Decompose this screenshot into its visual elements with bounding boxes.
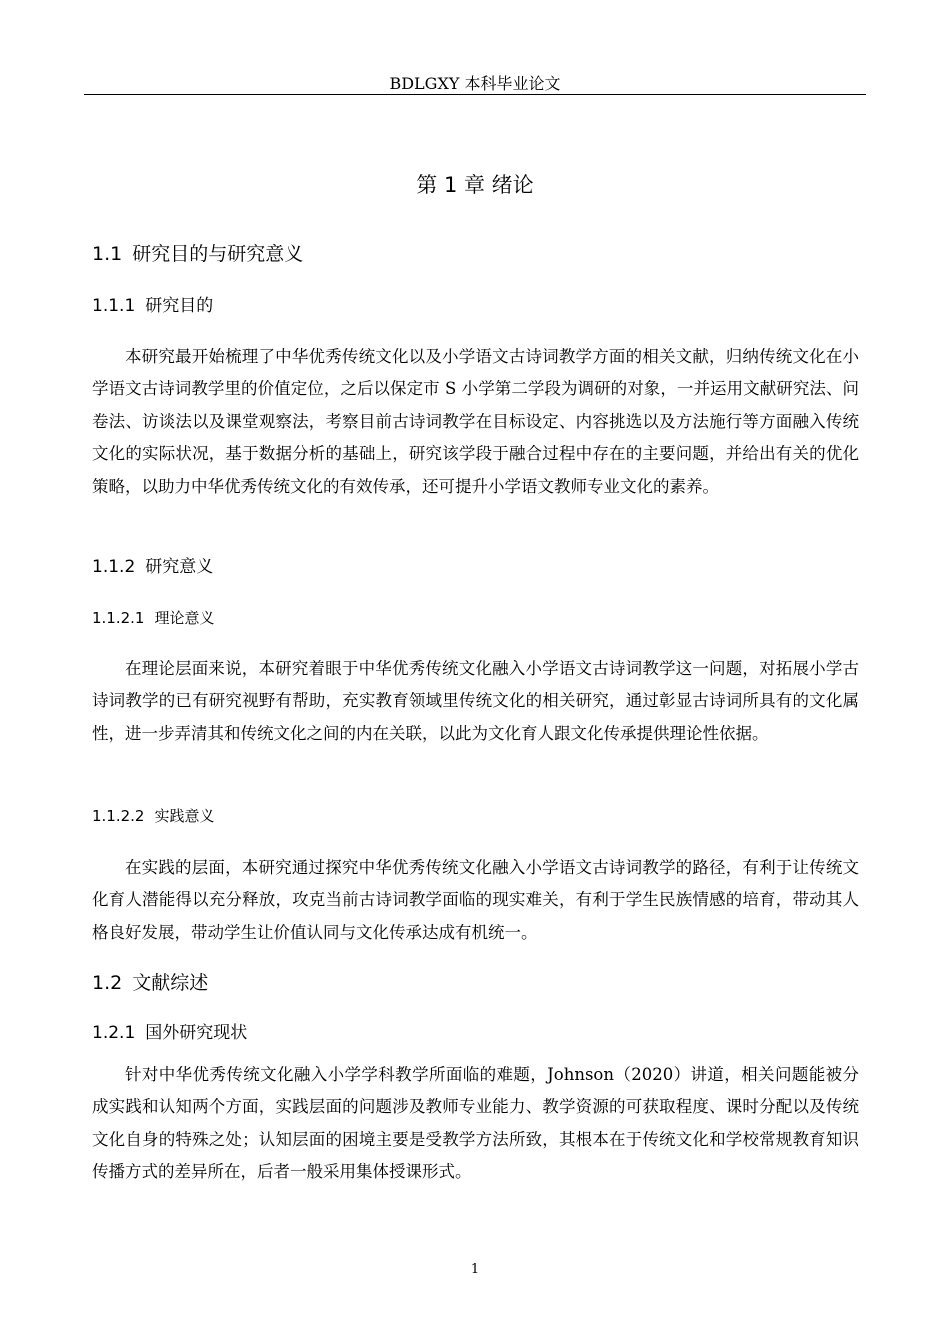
paragraph-foreign-research: 针对中华优秀传统文化融入小学学科教学所面临的难题，Johnson（2020）讲道，相关问题能被分成实践和认知两个方面，实践层面的问题涉及教师专业能力、教学资源的可获取程度、课时分配以及传统文化自身的特殊之处；认知层面的困境主要是受教学方法所致，其根本在于传统文化和学校常规教育知识传播方式的差异所在，后者一般采用集体授课形式。 [92, 1065, 859, 1182]
running-header: BDLGXY 本科毕业论文 [389, 74, 561, 93]
heading-text: 理论意义 [154, 609, 215, 627]
heading-text: 研究目的 [145, 296, 214, 316]
paragraph-theoretical-significance: 在理论层面来说，本研究着眼于中华优秀传统文化融入小学语文古诗词教学这一问题，对拓展小学古诗词教学的已有研究视野有帮助，充实教育领域里传统文化的相关研究，通过彰显古诗词所具有的文化属性，进一步弄清其和传统文化之间的内在关联，以此为文化育人跟文化传承提供理论性依据。 [92, 659, 859, 743]
heading-number: 1.2 [92, 972, 123, 994]
heading-number: 1.2.1 [92, 1023, 136, 1043]
heading-text: 实践意义 [154, 807, 215, 825]
heading-1-1-2-1 [92, 608, 215, 628]
heading-number: 1.1.2.1 [92, 609, 145, 627]
heading-1-2-1 [92, 1022, 247, 1044]
heading-number: 1.1.1 [92, 296, 136, 316]
heading-number: 1.1.2 [92, 557, 136, 577]
page-number: 1 [470, 1262, 480, 1277]
chapter-title: 第 1 章 绪论 [416, 173, 534, 197]
heading-text: 研究目的与研究意义 [132, 243, 304, 265]
heading-text: 国外研究现状 [145, 1023, 248, 1043]
paragraph-practical-significance: 在实践的层面，本研究通过探究中华优秀传统文化融入小学语文古诗词教学的路径，有利于让传统文化育人潜能得以充分释放，攻克当前古诗词教学面临的现实难关，有利于学生民族情感的培育，带动其人格良好发展，带动学生让价值认同与文化传承达成有机统一。 [92, 858, 859, 942]
header-divider [84, 94, 866, 95]
heading-number: 1.1 [92, 243, 123, 265]
heading-text: 文献综述 [132, 972, 209, 994]
heading-1-1 [92, 242, 303, 266]
heading-1-1-2 [92, 556, 213, 578]
heading-number: 1.1.2.2 [92, 807, 145, 825]
heading-1-1-1 [92, 295, 213, 317]
paragraph-research-purpose: 本研究最开始梳理了中华优秀传统文化以及小学语文古诗词教学方面的相关文献，归纳传统文化在小学语文古诗词教学里的价值定位，之后以保定市 S 小学第二学段为调研的对象，一并运用文献研究法、问卷法、访谈法以及课堂观察法，考察目前古诗词教学在目标设定、内容挑选以及方法施行等方面融入传统文化的实际状况，基于数据分析的基础上，研究该学段于融合过程中存在的主要问题，并给出有关的优化策略，以助力中华优秀传统文化的有效传承，还可提升小学语文教师专业文化的素养。 [92, 347, 859, 496]
heading-1-1-2-2 [92, 806, 215, 826]
heading-text: 研究意义 [145, 557, 214, 577]
heading-1-2 [92, 971, 208, 995]
